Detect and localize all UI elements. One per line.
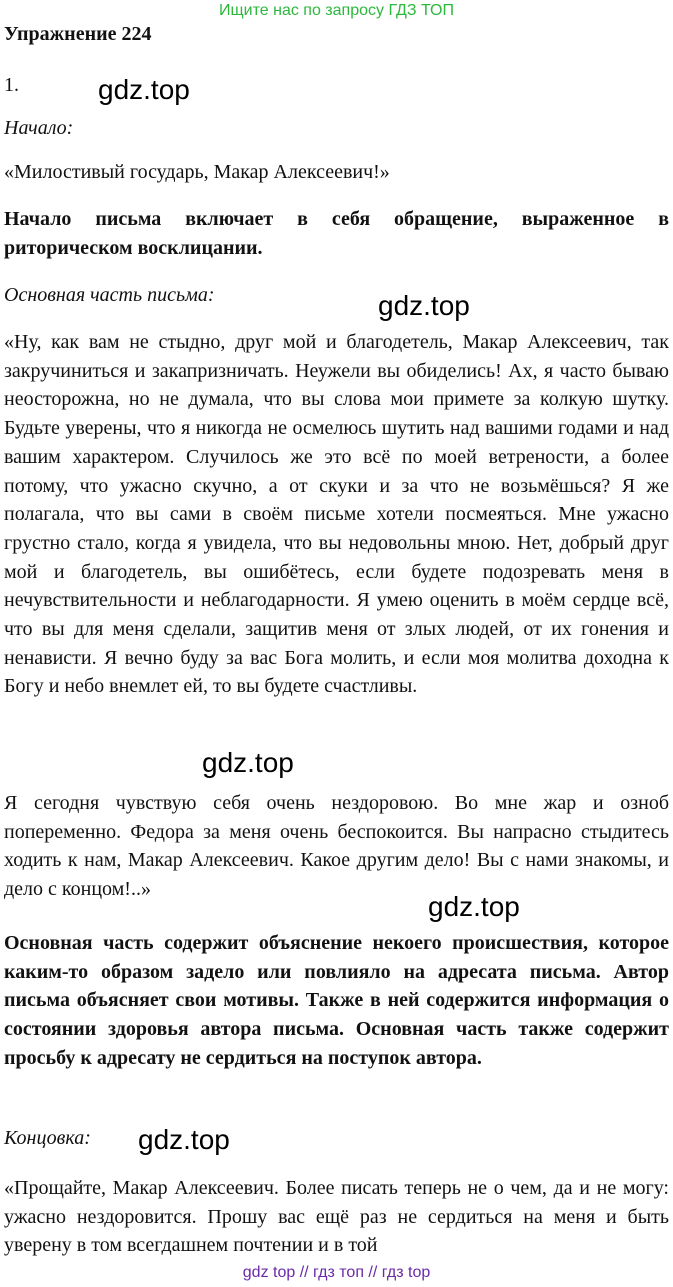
end-label: Концовка: [4,1127,91,1149]
top-banner: Ищите нас по запросу ГДЗ ТОП [219,2,454,19]
watermark-5: gdz.top [138,1124,230,1155]
footer-watermark: gdz top // гдз топ // гдз top [242,1264,431,1281]
main-quote-2: Я сегодня чувствую себя очень нездоровою. Во мне жар и озноб попеременно. Федора за меня очень беспокоится. Вы напрасно стыдитесь ходить к нам, Макар Алексеевич. Какое другим дело! Вы с нами знакомы, и дело с концом!..» [4,792,669,901]
start-quote: «Милостивый государь, Макар Алексеевич!» [4,161,390,183]
watermark-1: gdz.top [98,74,190,105]
main-quote-1: «Ну, как вам не стыдно, друг мой и благодетель, Макар Алексеевич, так закручиниться и закапризничать. Неужели вы обиделись! Ах, я часто бываю неосторожна, но не думала, что вы слова мои примете за колкую шутку. Будьте уверены, что я никогда не осмелюсь шутить над вашими годами и над вашим характером. Случилось же это всё по моей ветрености, а более потому, что ужасно скучно, а от скуки и за что не возьмёшься? Я же полагала, что вы сами в своём письме хотели посмеяться. Мне ужасно грустно стало, когда я увидела, что вы недовольны мною. Нет, добрый друг мой и благодетель, вы ошибётесь, если будете подозревать меня в нечувствительности и неблагодарности. Я умею оценить в моём сердце всё, что вы для меня сделали, защитив меня от злых людей, от их гонения и ненависти. Я вечно буду за вас Бога молить, и если моя молитва доходна к Богу и небо внемлет ей, то вы будете счастливы. [4,331,669,698]
watermark-4: gdz.top [428,891,520,922]
watermark-2: gdz.top [378,290,470,321]
page-title: Упражнение 224 [4,23,152,45]
start-label: Начало: [4,117,74,139]
main-label: Основная часть письма: [4,284,215,306]
end-quote: «Прощайте, Макар Алексеевич. Более писать теперь не о чем, да и не могу: ужасно нездоровится. Прошу вас ещё раз не сердиться на меня и быть уверену в том всегдашнем почтении и в той [4,1177,669,1257]
watermark-3: gdz.top [202,747,294,778]
start-note: Начало письма включает в себя обращение, выраженное в риторическом восклицании. [4,208,669,259]
item-number: 1. [4,74,19,96]
main-note: Основная часть содержит объяснение некоего происшествия, которое каким-то образом задело или повлияло на адресата письма. Автор письма объясняет свои мотивы. Также в ней содержится информация о состоянии здоровья автора письма. Основная часть также содержит просьбу к адресату не сердиться на поступок автора. [4,932,669,1069]
